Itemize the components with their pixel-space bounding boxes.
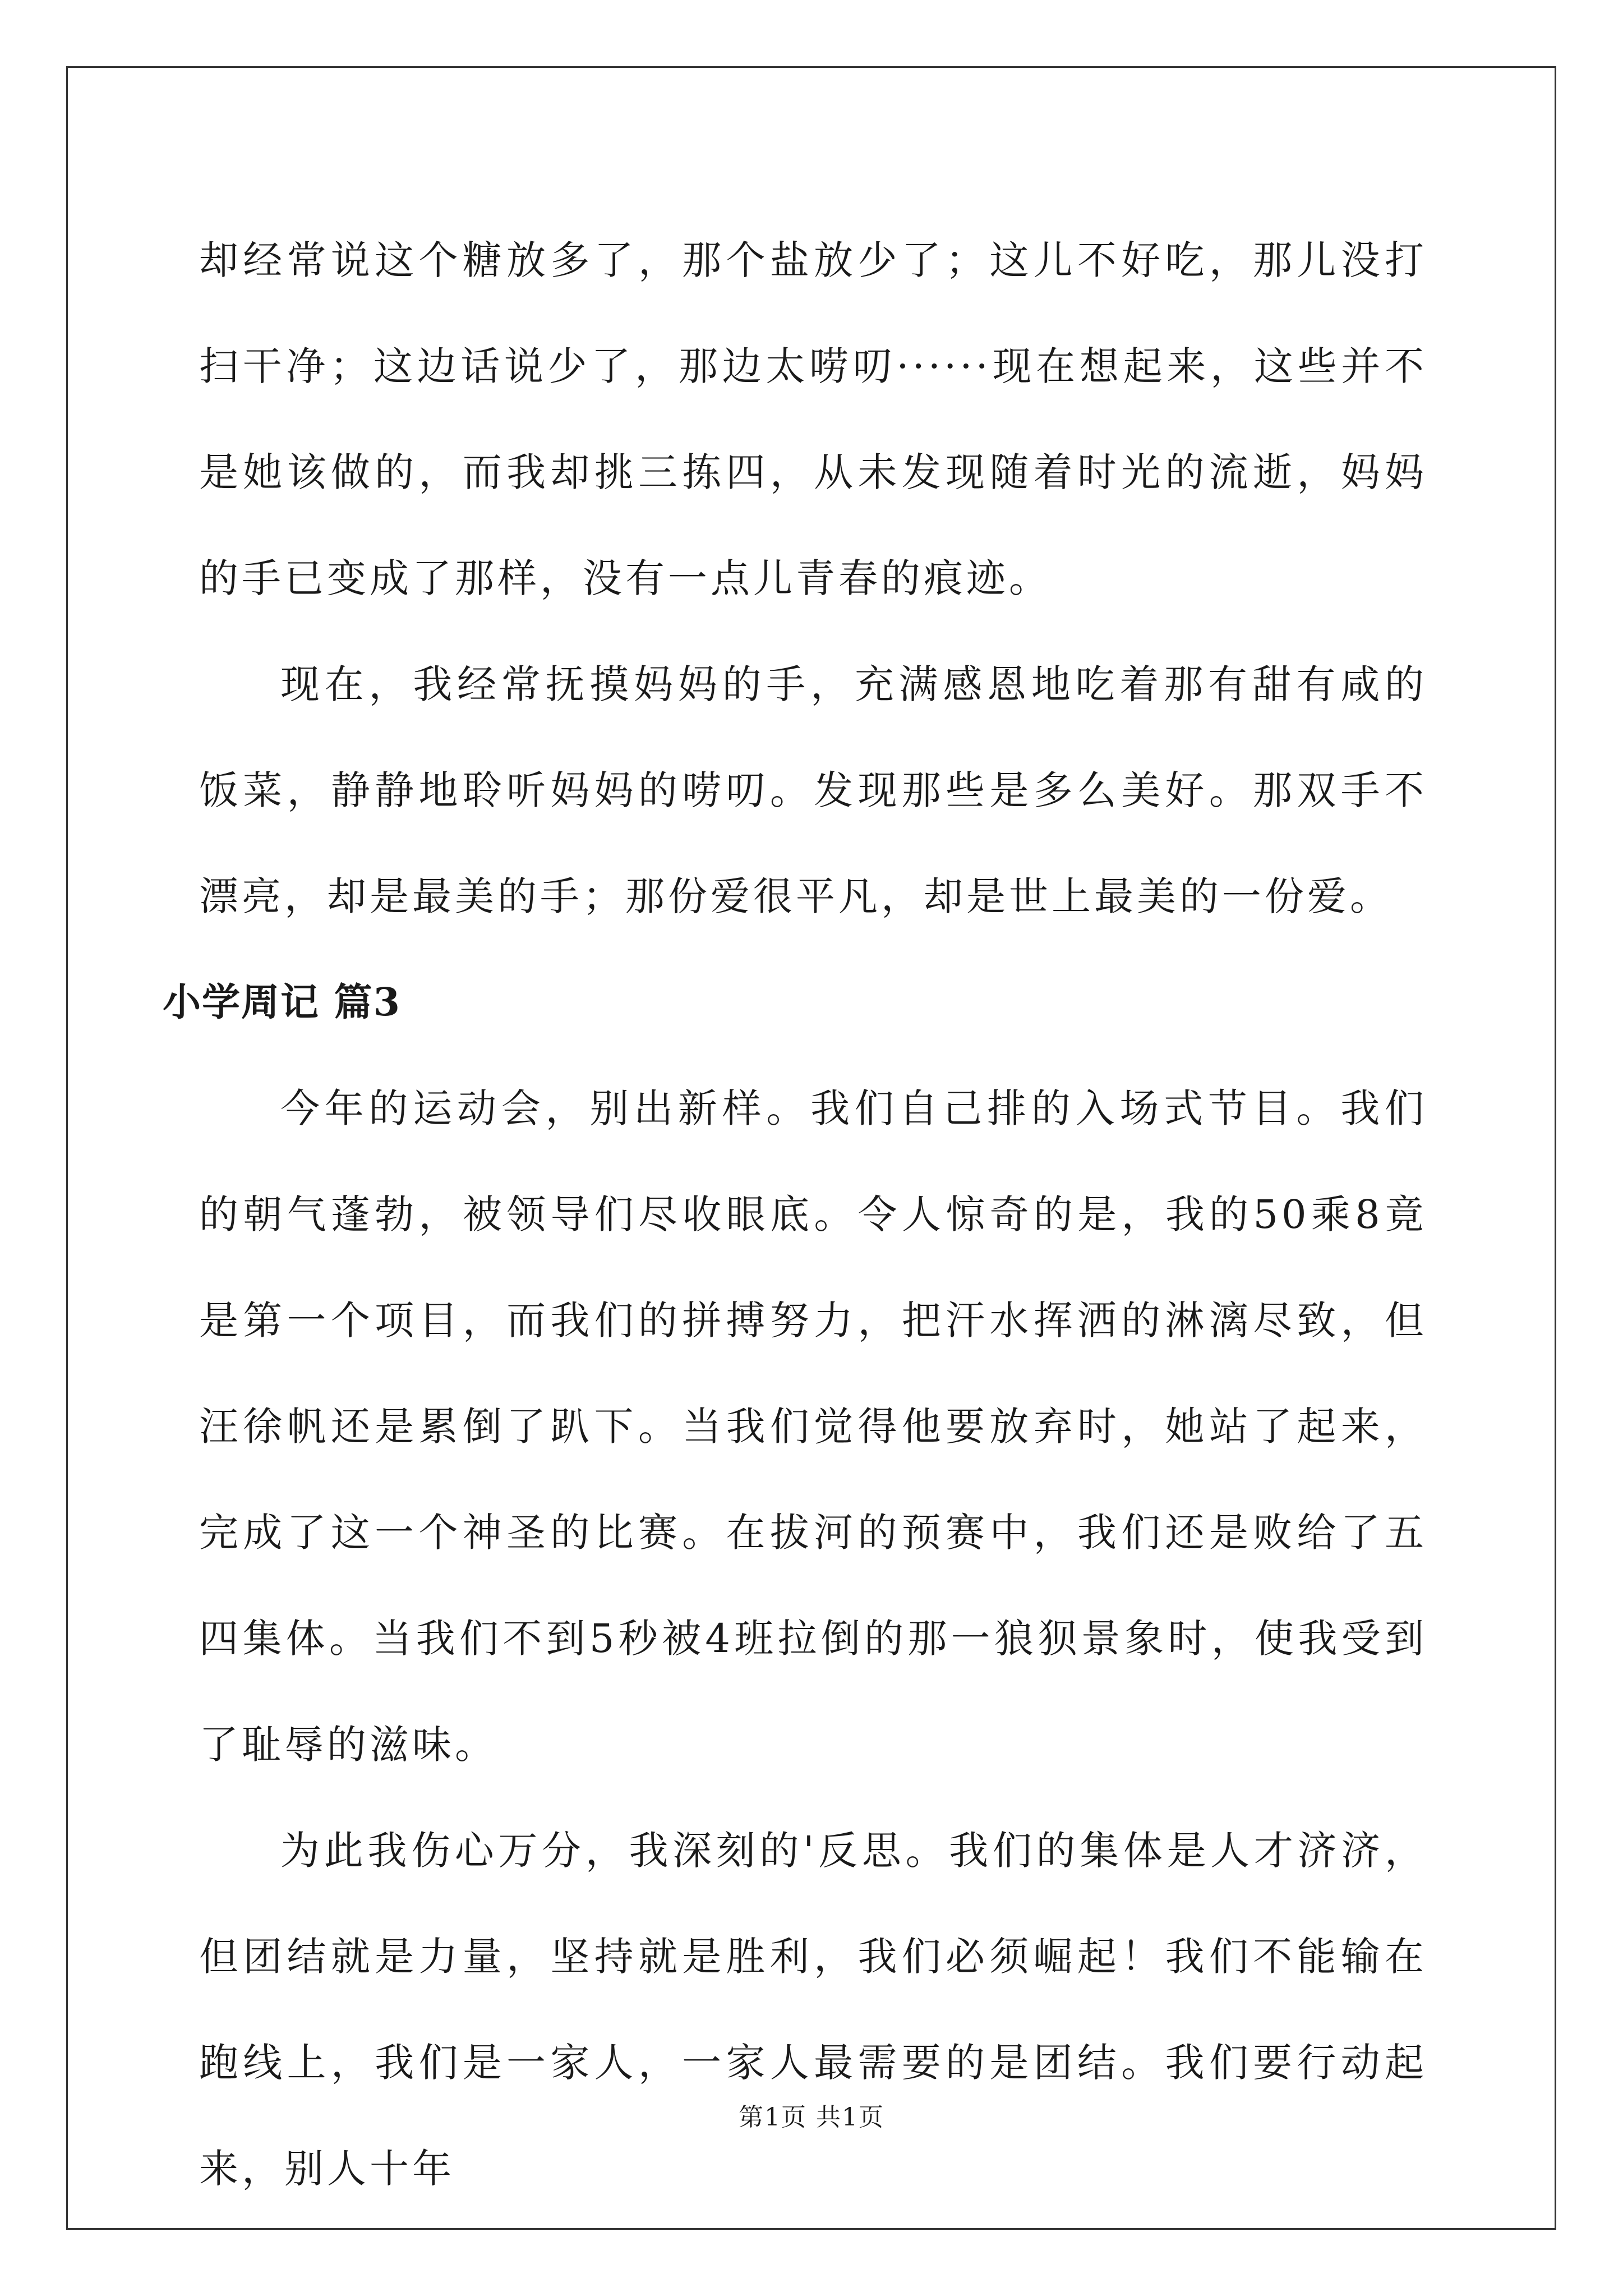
- paragraph-1: 却经常说这个糖放多了，那个盐放少了；这儿不好吃，那儿没打扫干净；这边话说少了，那边太唠叨······现在想起来，这些并不是她该做的，而我却挑三拣四，从未发现随着时光的流逝，妈妈的手已变成了那样，没有一点儿青春的痕迹。: [199, 237, 1427, 601]
- paragraph-2: 现在，我经常抚摸妈妈的手，充满感恩地吃着那有甜有咸的饭菜，静静地聆听妈妈的唠叨。发现那些是多么美好。那双手不漂亮，却是最美的手；那份爱很平凡，却是世上最美的一份爱。: [199, 661, 1427, 919]
- document-body: [163, 208, 1427, 2222]
- paragraph-3: 今年的运动会，别出新样。我们自己排的入场式节目。我们的朝气蓬勃，被领导们尽收眼底。令人惊奇的是，我的50乘8竟是第一个项目，而我们的拼搏努力，把汗水挥洒的淋漓尽致，但汪徐帆还是累倒了趴下。当我们觉得他要放弃时，她站了起来，完成了这一个神圣的比赛。在拔河的预赛中，我们还是败给了五四集体。当我们不到5秒被4班拉倒的那一狼狈景象时，使我受到了耻辱的滋味。: [199, 1085, 1427, 1768]
- page-number-footer: 第1页 共1页: [739, 2103, 884, 2132]
- section-heading: 小学周记 篇3: [163, 980, 401, 1025]
- paragraph-4: 为此我伤心万分，我深刻的'反思。我们的集体是人才济济，但团结就是力量，坚持就是胜利，我们必须崛起！我们不能输在跑线上，我们是一家人，一家人最需要的是团结。我们要行动起来，别人十年: [199, 1828, 1427, 2192]
